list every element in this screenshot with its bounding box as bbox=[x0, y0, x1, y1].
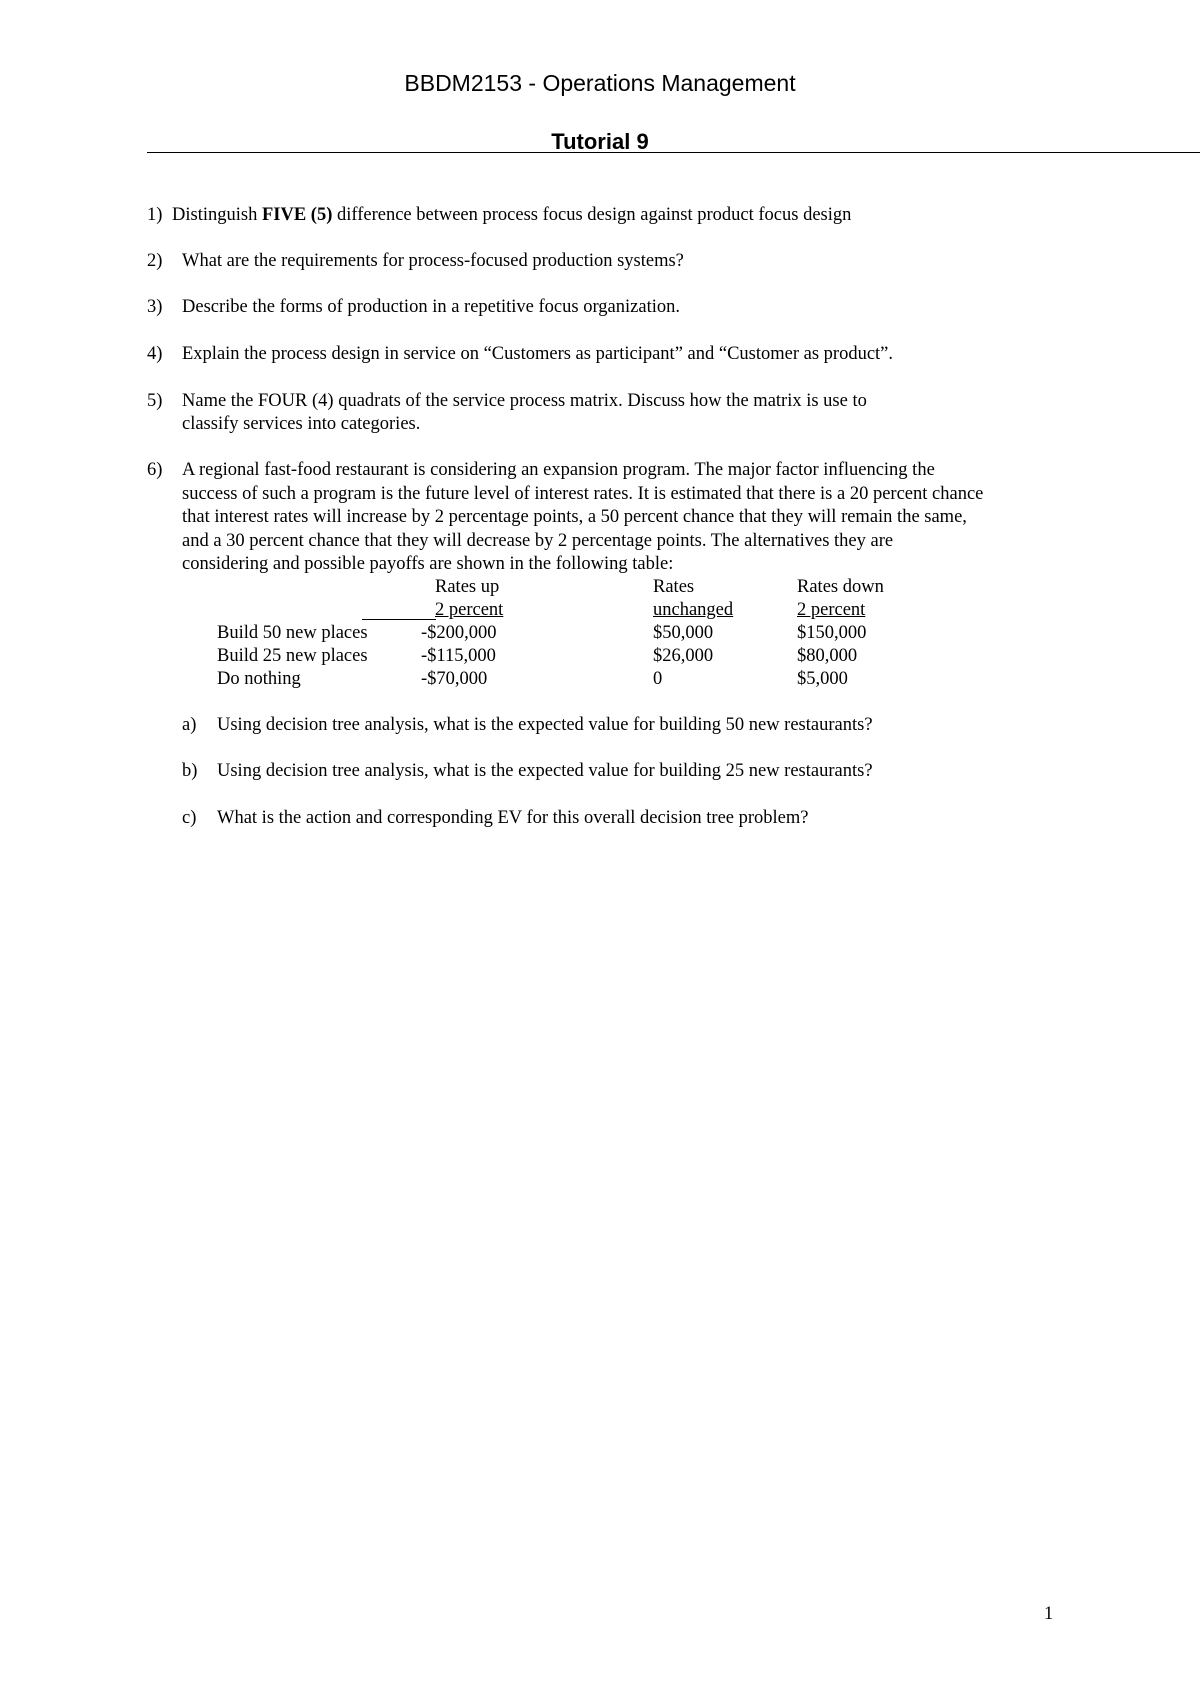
col-subheader-rates-unchanged: unchanged bbox=[653, 600, 734, 620]
question-text-line: considering and possible payoffs are shown in the following table: bbox=[182, 554, 674, 574]
question-text-line: classify services into categories. bbox=[182, 414, 421, 434]
question-text-line: Name the FOUR (4) quadrats of the service process matrix. Discuss how the matrix is use to bbox=[182, 391, 867, 411]
question-text-post: difference between process focus design against product focus design bbox=[332, 205, 852, 225]
subquestion-letter: a) bbox=[182, 715, 197, 735]
tutorial-title: Tutorial 9 bbox=[551, 129, 649, 154]
question-number: 5) bbox=[147, 391, 163, 411]
question-number: 6) bbox=[147, 460, 163, 480]
subquestion-text: What is the action and corresponding EV for this overall decision tree problem? bbox=[217, 808, 809, 828]
col-subheader-rates-up: 2 percent bbox=[435, 600, 504, 620]
question-text: Explain the process design in service on “Customers as participant” and “Customer as product”. bbox=[182, 344, 894, 364]
page-number: 1 bbox=[1044, 1604, 1054, 1624]
row-label: Build 50 new places bbox=[217, 623, 368, 643]
subquestion-text: Using decision tree analysis, what is the expected value for building 50 new restaurants? bbox=[217, 715, 873, 735]
row-label: Build 25 new places bbox=[217, 646, 368, 666]
question-text: Describe the forms of production in a repetitive focus organization. bbox=[182, 297, 680, 317]
course-header: BBDM2153 - Operations Management bbox=[404, 70, 796, 96]
col-header-rates-unchanged: Rates bbox=[653, 577, 695, 597]
question-text-line: success of such a program is the future level of interest rates. It is estimated that there is a 20 percent chance bbox=[182, 483, 984, 504]
question-number: 1) bbox=[147, 205, 163, 225]
question-number: 2) bbox=[147, 251, 163, 271]
table-cell: $50,000 bbox=[653, 623, 714, 643]
col-subheader-rates-down: 2 percent bbox=[797, 600, 866, 620]
table-cell: -$115,000 bbox=[421, 646, 496, 666]
title-rule bbox=[147, 152, 1200, 153]
col-header-rates-down: Rates down bbox=[797, 577, 884, 597]
subquestion-letter: b) bbox=[182, 761, 198, 781]
question-number: 3) bbox=[147, 297, 163, 317]
question-text: What are the requirements for process-focused production systems? bbox=[182, 251, 684, 271]
question-text-line: that interest rates will increase by 2 percentage points, a 50 percent chance that they will remain the same, bbox=[182, 507, 967, 527]
question-number: 4) bbox=[147, 344, 163, 364]
header-underline bbox=[362, 619, 436, 620]
table-cell: $5,000 bbox=[797, 669, 848, 689]
table-cell: -$200,000 bbox=[421, 623, 497, 643]
question-text bbox=[172, 204, 1092, 228]
subquestion-letter: c) bbox=[182, 808, 197, 828]
question-text-bold: FIVE (5) bbox=[261, 205, 333, 225]
subquestion-text: Using decision tree analysis, what is the expected value for building 25 new restaurants? bbox=[217, 761, 873, 781]
col-header-rates-up: Rates up bbox=[435, 577, 500, 597]
table-cell: -$70,000 bbox=[421, 669, 488, 689]
question-text-line: and a 30 percent chance that they will decrease by 2 percentage points. The alternatives they are bbox=[182, 530, 894, 551]
table-cell: $150,000 bbox=[797, 623, 867, 643]
question-text-line: A regional fast-food restaurant is considering an expansion program. The major factor influencing the bbox=[182, 460, 935, 480]
question-text-pre: Distinguish bbox=[172, 205, 262, 225]
table-cell: 0 bbox=[653, 669, 663, 689]
table-cell: $26,000 bbox=[653, 646, 714, 666]
table-cell: $80,000 bbox=[797, 646, 858, 666]
row-label: Do nothing bbox=[217, 669, 301, 689]
